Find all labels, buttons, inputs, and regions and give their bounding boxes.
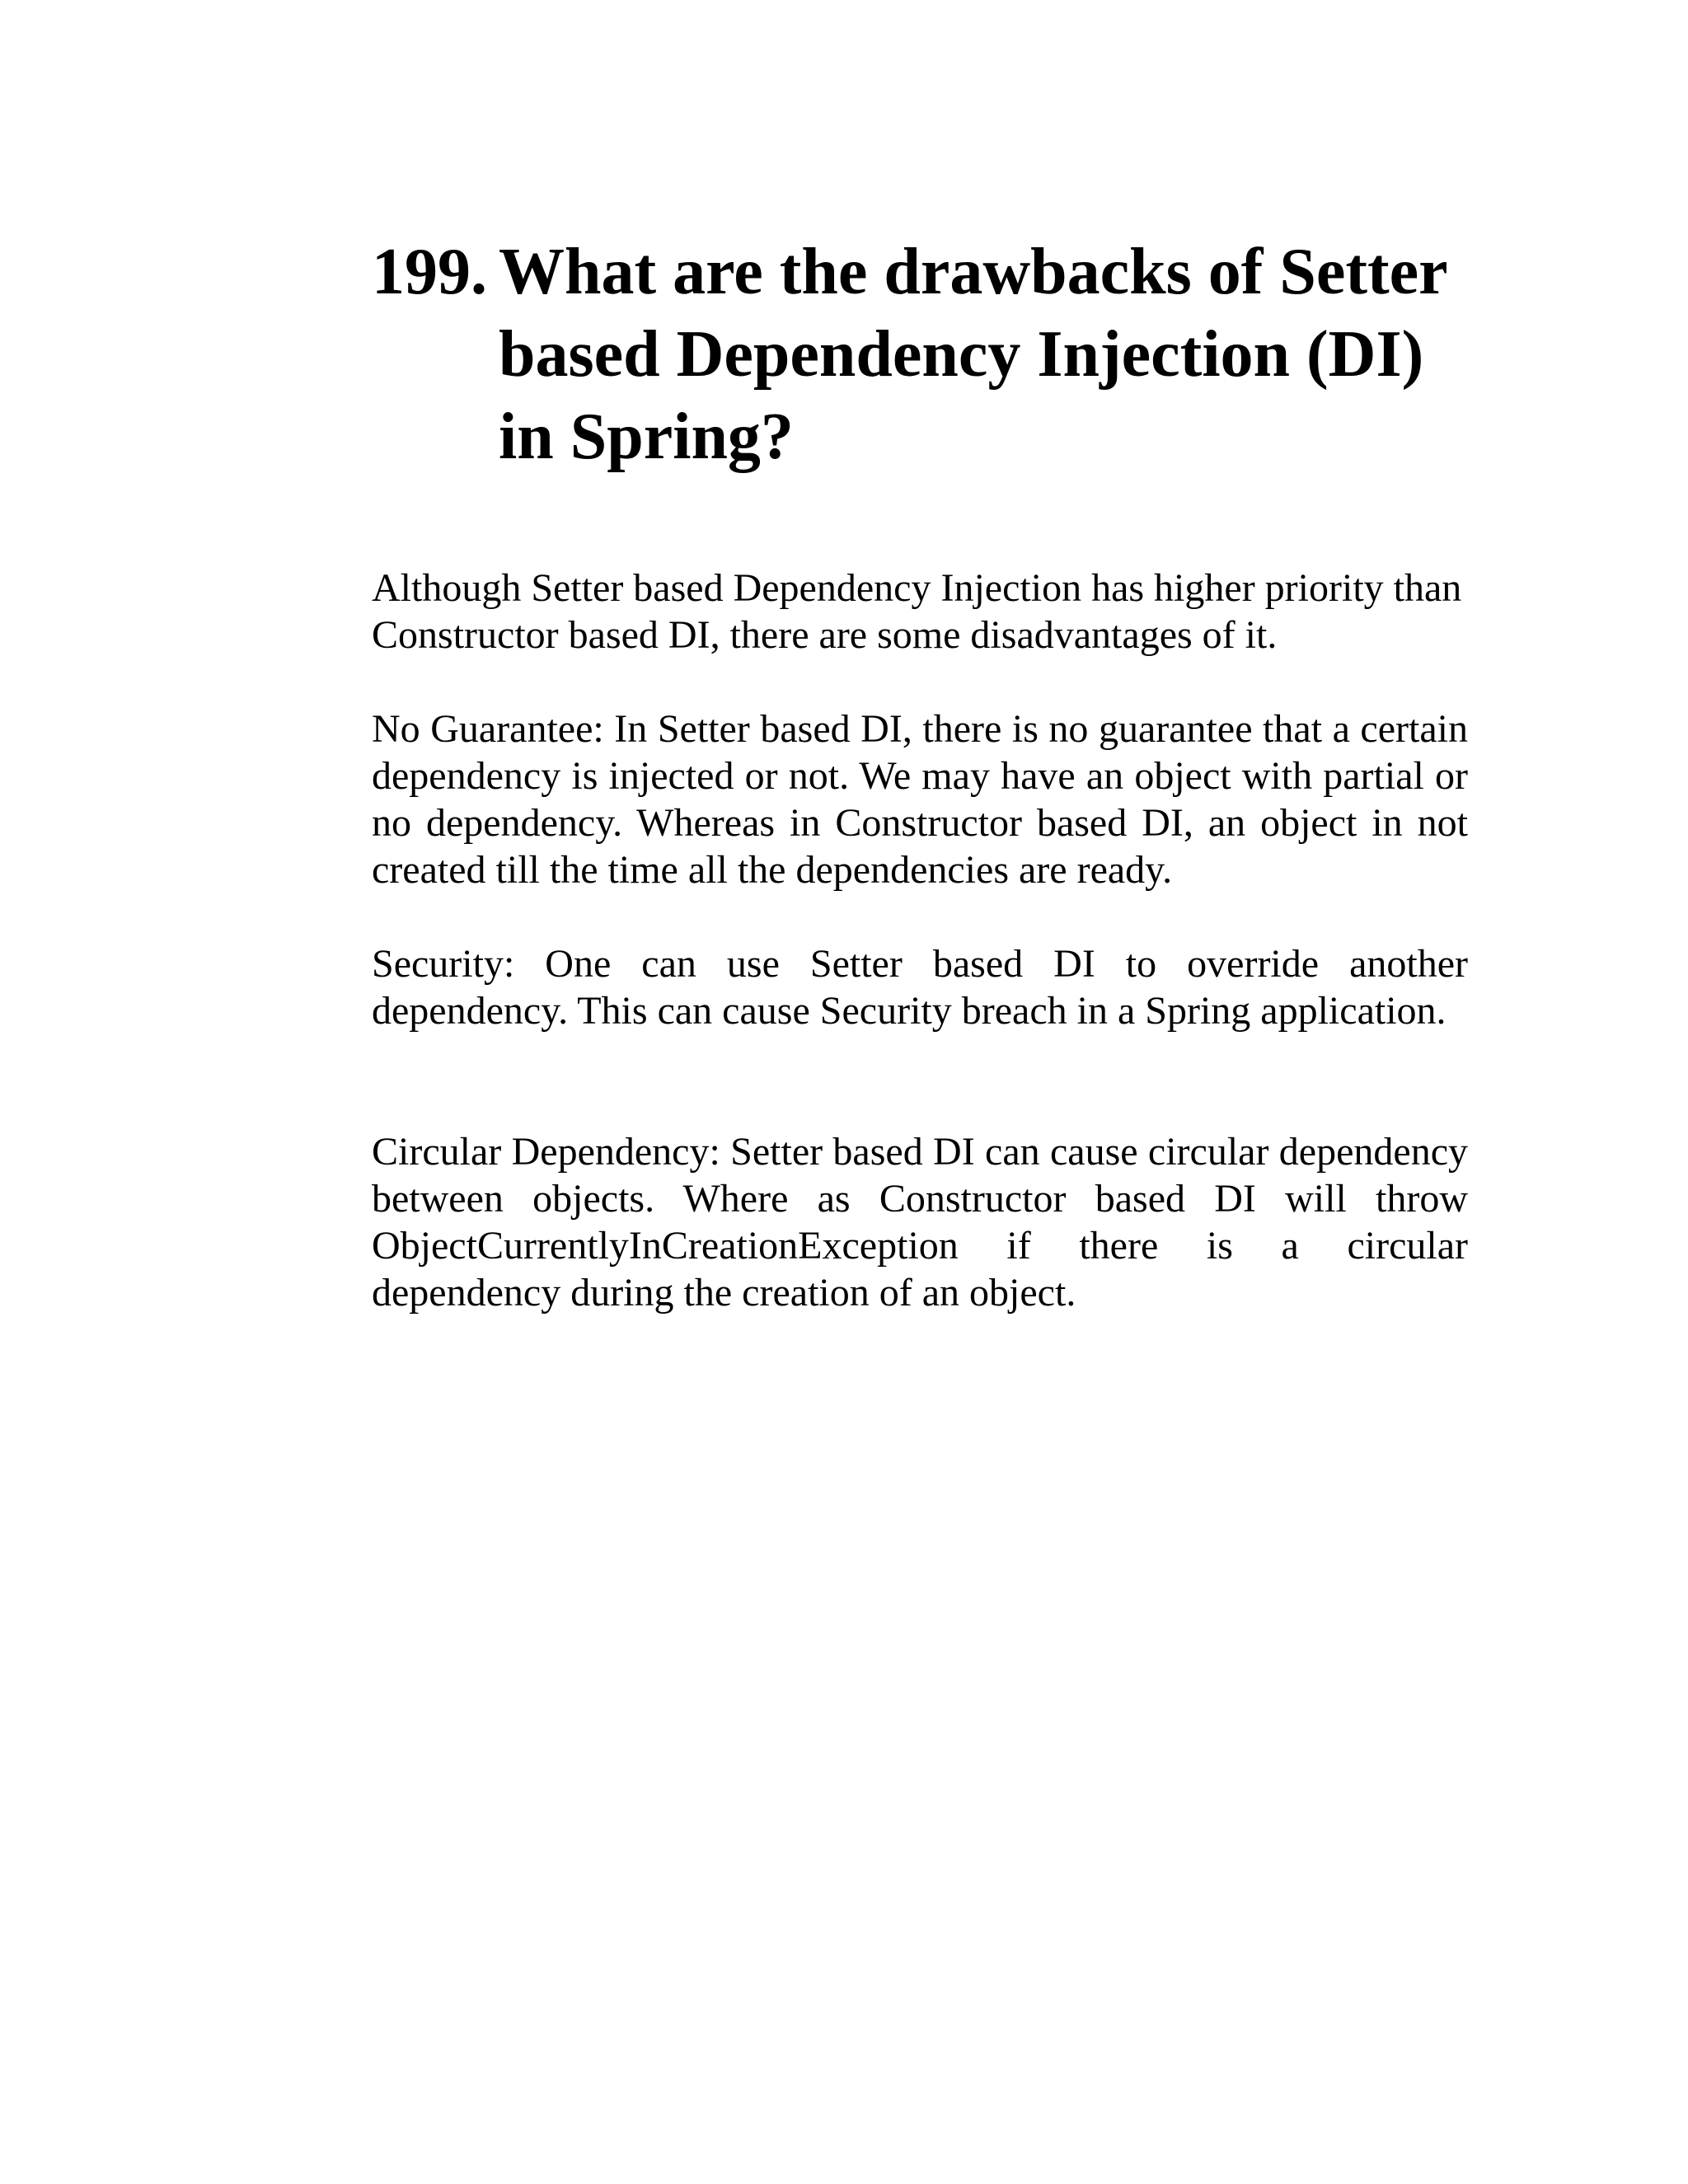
question-title: What are the drawbacks of Setter based Dependency Injection (DI) in Spring? [499,236,1447,473]
paragraph-no-guarantee: No Guarantee: In Setter based DI, there is no guarantee that a certain dependency is injected or not. We may have an object with partial or no dependency. Whereas in Constructor based DI, an object in not created till the time all the dependencies are ready. [372,707,1468,892]
question-heading [372,231,1468,478]
question-number: 199. [372,236,487,308]
page-content [372,231,1468,1316]
paragraph-circular-dependency: Circular Dependency: Setter based DI can cause circular dependency between objects. Where as Constructor based DI will throw ObjectCurrentlyInCreationException if there is a circular dependency during the creation of an object. [372,1130,1468,1315]
paragraph-security: Security: One can use Setter based DI to override another dependency. This can cause Security breach in a Spring application. [372,942,1468,1033]
intro-paragraph: Although Setter based Dependency Injection has higher priority than Constructor based DI, there are some disadvantages of it. [372,566,1462,657]
